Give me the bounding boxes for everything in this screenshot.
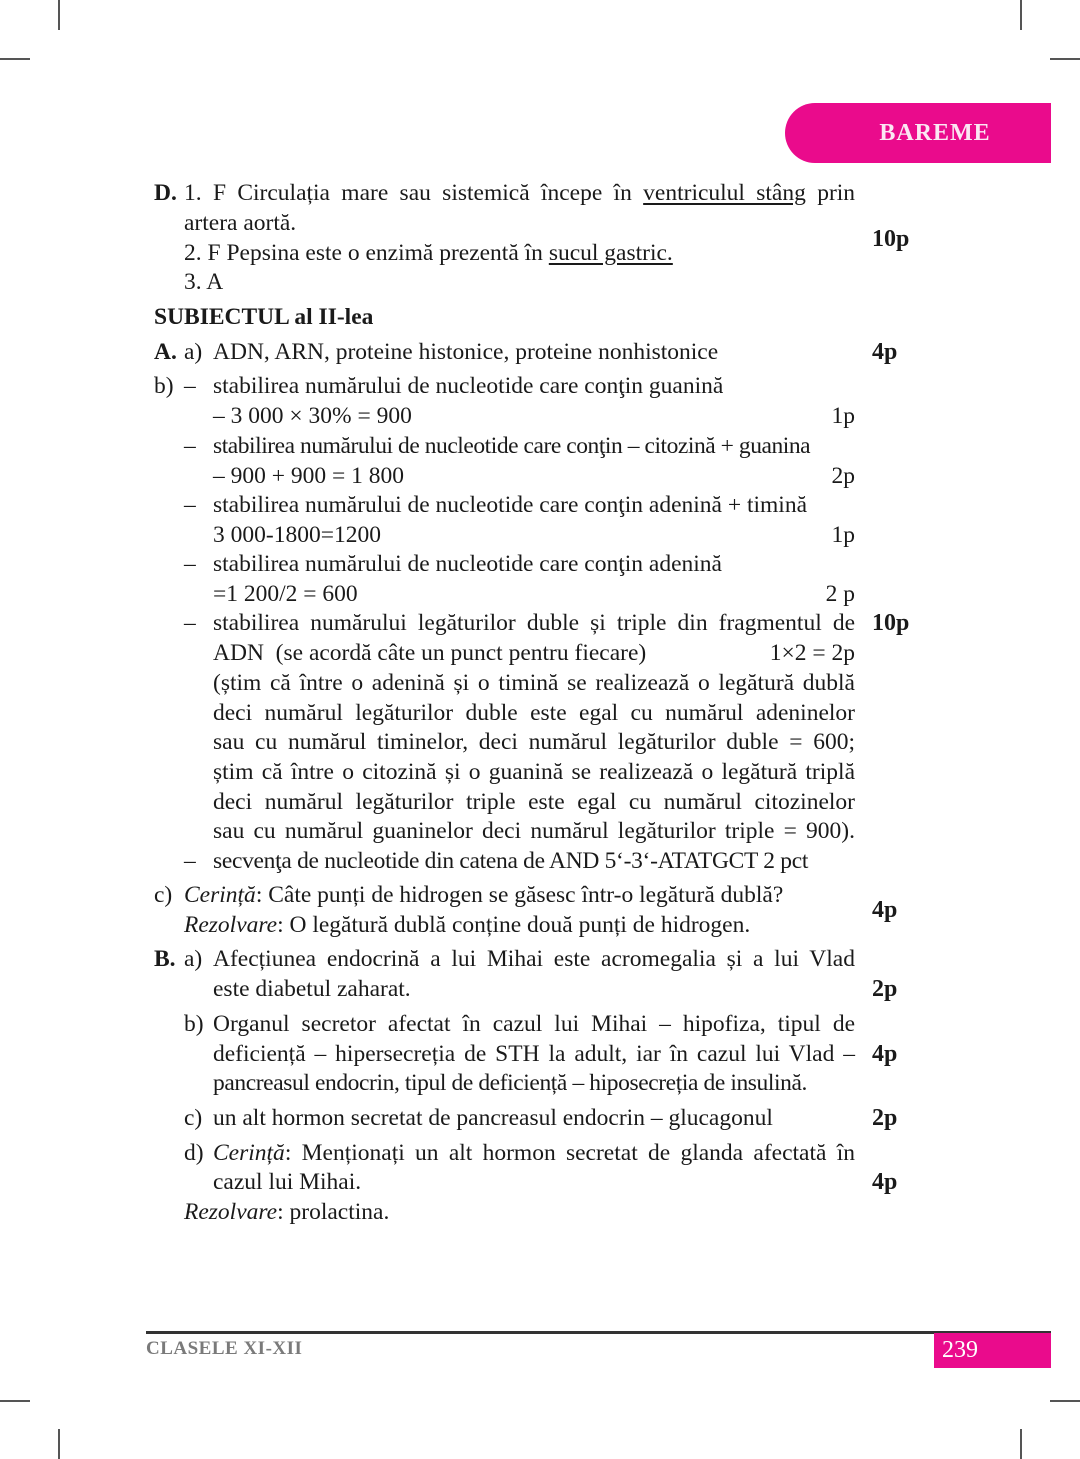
crop-mark-bl-v	[58, 1429, 60, 1459]
a-b-step-3-pts: 1p	[831, 522, 855, 548]
a-b-step-3-text: stabilirea numărului de nucleotide care conţin adenină + timină	[213, 492, 808, 518]
footer-rule	[146, 1331, 1051, 1334]
section-a-label: A.	[154, 339, 177, 365]
a-b-step-4-pts: 2 p	[825, 581, 855, 607]
b-c-marker: c)	[184, 1105, 203, 1131]
dash: –	[184, 492, 196, 518]
section-tab-bareme	[785, 103, 1051, 163]
b-b-line-2: deficiență – hipersecreția de STH la adult, iar în cazul lui Vlad –	[213, 1041, 855, 1067]
a-b-explanation-line: deci numărul legăturilor triple este egal cu numărul citozinelor	[213, 789, 855, 815]
underlined-term: ventriculul stâng	[643, 180, 806, 206]
d-item-3: 3. A	[184, 269, 224, 295]
a-b-explanation-line: deci numărul legăturilor duble este egal cu numărul adeninelor	[213, 700, 855, 726]
section-tab-label: BAREME	[879, 119, 991, 146]
d-item-2: 2. F Pepsina este o enzimă prezentă în sucul gastric.	[184, 240, 673, 266]
section-d-label: D.	[154, 180, 177, 206]
dash: –	[184, 433, 196, 459]
a-b-step-4-calc: =1 200/2 = 600	[213, 581, 358, 607]
d-item-1-line-2: artera aortă.	[184, 210, 297, 236]
b-c-text: un alt hormon secretat de pancreasul endocrin – glucagonul	[213, 1105, 773, 1131]
crop-mark-bl-h	[0, 1400, 30, 1402]
footer-grade-label: CLASELE XI-XII	[146, 1338, 303, 1359]
a-b-explanation-line: (știm că între o adenină și o timină se realizează o legătură dublă	[213, 670, 855, 696]
b-b-line-3: pancreasul endocrin, tipul de deficiență – hiposecreția de insulină.	[213, 1070, 808, 1096]
a-b-step-4-text: stabilirea numărului de nucleotide care conţin adenină	[213, 551, 722, 577]
b-a-points: 2p	[872, 976, 898, 1002]
dash: –	[184, 848, 196, 874]
crop-mark-tl-h	[0, 58, 30, 60]
crop-mark-tr-h	[1050, 58, 1080, 60]
a-a-marker: a)	[184, 339, 203, 365]
a-c-resolution: Rezolvare: O legătură dublă conține două punți de hidrogen.	[184, 912, 751, 938]
a-b-step-3-calc: 3 000-1800=1200	[213, 522, 381, 548]
a-c-requirement: Cerință: Câte punți de hidrogen se găsesc într-o legătură dublă?	[184, 882, 784, 908]
a-a-points: 4p	[872, 339, 898, 365]
crop-mark-tl-v	[58, 0, 60, 30]
a-b-explanation-line: sau cu numărul timinelor, deci numărul legăturilor duble = 600;	[213, 729, 855, 755]
a-b-step-1-text: stabilirea numărului de nucleotide care conţin guanină	[213, 373, 724, 399]
a-c-marker: c)	[154, 882, 173, 908]
a-b-step-5-text: stabilirea numărului legăturilor duble și triple din fragmentul de	[213, 610, 855, 636]
a-b-explanation-line: știm că între o citozină și o guanină se realizează o legătură triplă	[213, 759, 855, 785]
a-b-step-2-calc: – 900 + 900 = 1 800	[213, 463, 405, 489]
a-b-step-2-pts: 2p	[831, 463, 855, 489]
a-a-text: ADN, ARN, proteine histonice, proteine nonhistonice	[213, 339, 719, 365]
b-d-requirement-line-2: cazul lui Mihai.	[213, 1169, 362, 1195]
b-b-points: 4p	[872, 1041, 898, 1067]
dash: –	[184, 610, 196, 636]
a-b-explanation-line: sau cu numărul guaninelor deci numărul legăturilor triple = 900).	[213, 818, 855, 844]
dash: –	[184, 373, 196, 399]
crop-mark-tr-v	[1020, 0, 1022, 30]
b-b-marker: b)	[184, 1011, 204, 1037]
b-d-resolution: Rezolvare: prolactina.	[184, 1199, 390, 1225]
a-b-marker: b)	[154, 373, 174, 399]
b-c-points: 2p	[872, 1105, 898, 1131]
b-d-points: 4p	[872, 1169, 898, 1195]
b-a-marker: a)	[184, 946, 203, 972]
section-b-label: B.	[154, 946, 176, 972]
b-a-line-1: Afecțiunea endocrină a lui Mihai este acromegalia și a lui Vlad	[213, 946, 855, 972]
underlined-term: sucul gastric.	[548, 240, 673, 266]
a-b-step-1-pts: 1p	[831, 403, 855, 429]
page-number: 239	[934, 1333, 1051, 1368]
a-b-points: 10p	[872, 610, 910, 636]
subject-title: SUBIECTUL al II-lea	[154, 304, 374, 330]
d-points: 10p	[872, 226, 910, 252]
a-b-step-6-text: secvenţa de nucleotide din catena de AND 5‘-3‘-ATATGCT 2 pct	[213, 848, 809, 874]
b-d-marker: d)	[184, 1140, 204, 1166]
a-b-step-5-text-2: ADN (se acordă câte un punct pentru fiecare)	[213, 640, 647, 666]
d-item-1-line-1: 1. F Circulația mare sau sistemică începe în ventriculul stâng prin	[184, 180, 856, 206]
a-b-step-2-text: stabilirea numărului de nucleotide care conţin – citozină + guanina	[213, 433, 811, 459]
b-d-requirement: Cerință: Menționați un alt hormon secretat de glanda afectată în	[213, 1140, 855, 1166]
crop-mark-br-h	[1050, 1400, 1080, 1402]
a-b-step-5-pts: 1×2 = 2p	[769, 640, 855, 666]
a-c-points: 4p	[872, 897, 898, 923]
dash: –	[184, 551, 196, 577]
a-b-step-1-calc: – 3 000 × 30% = 900	[213, 403, 412, 429]
b-a-line-2: este diabetul zaharat.	[213, 976, 411, 1002]
b-b-line-1: Organul secretor afectat în cazul lui Mihai – hipofiza, tipul de	[213, 1011, 855, 1037]
crop-mark-br-v	[1020, 1429, 1022, 1459]
